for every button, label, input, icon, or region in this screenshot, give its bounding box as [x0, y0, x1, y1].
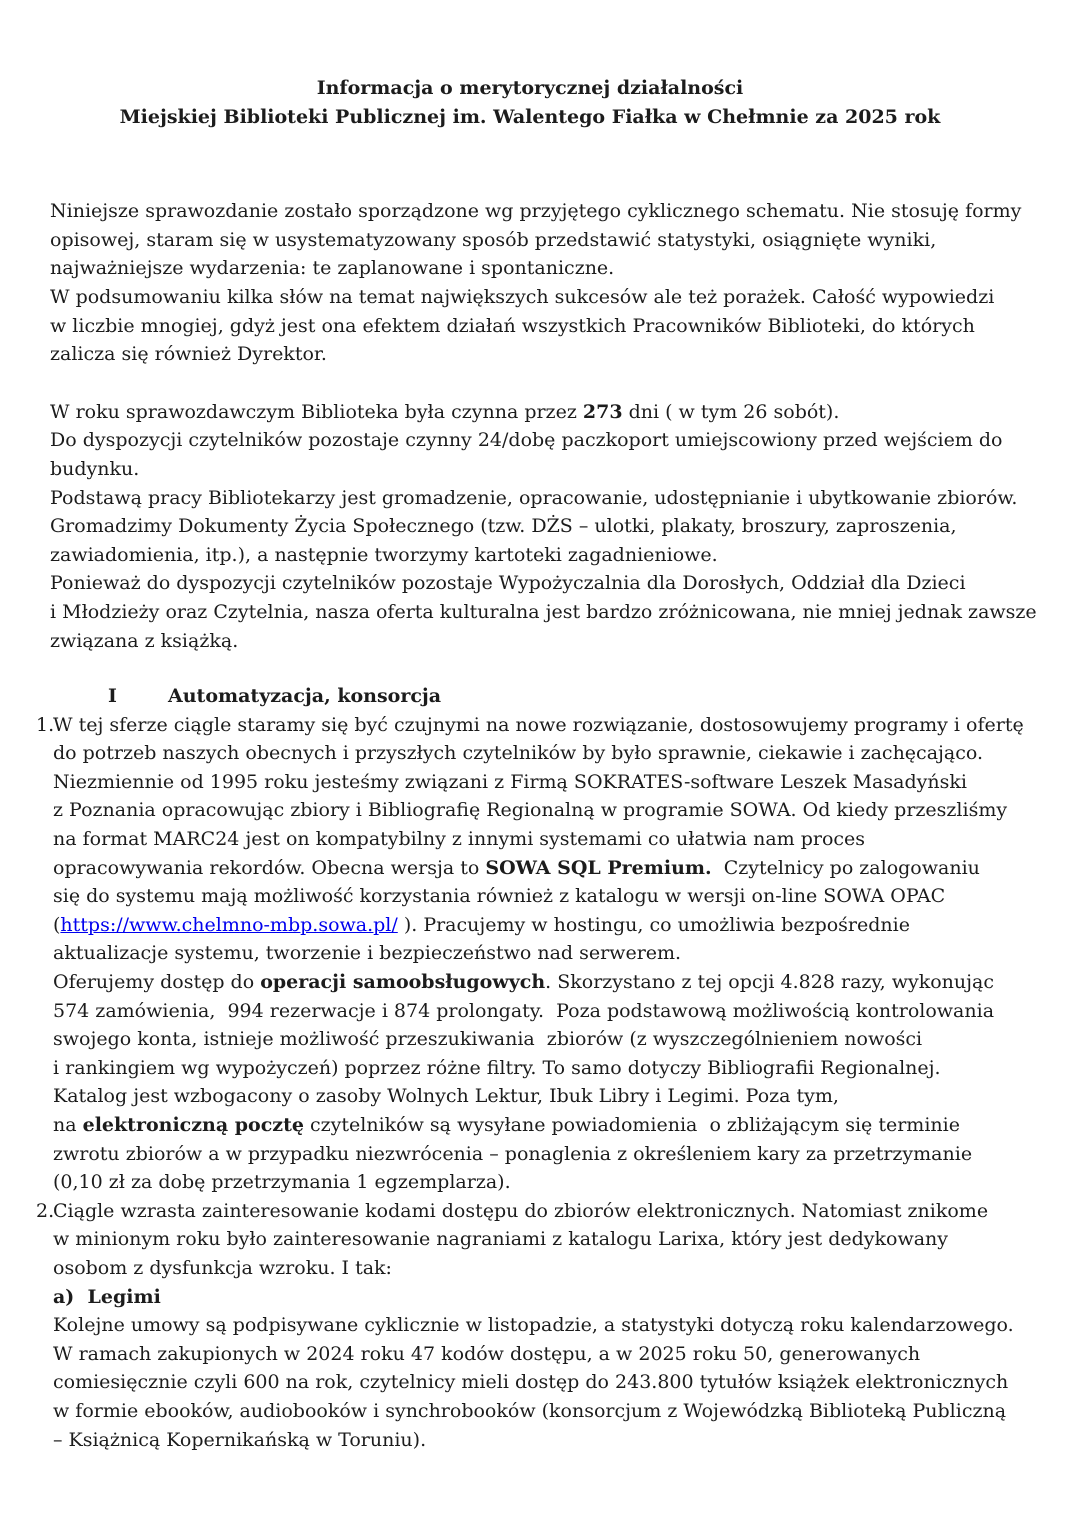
text-line [53, 1025, 1050, 1054]
text-line [53, 796, 1050, 825]
text-line [53, 825, 1050, 854]
bold-text: elektroniczną pocztę [82, 1114, 304, 1136]
text-span: najważniejsze wydarzenia: te zaplanowane i spontaniczne. [50, 257, 615, 280]
text-line [50, 226, 1050, 255]
text-span: – Książnicą Kopernikańską w Toruniu). [53, 1428, 427, 1451]
text-span: Katalog jest wzbogacony o zasoby Wolnych Lektur, Ibuk Libry i Legimi. Poza tym, [53, 1085, 839, 1108]
text-line [50, 398, 1050, 427]
vertical-spacer [50, 131, 1050, 197]
text-line [50, 197, 1050, 226]
text-span: na format MARC24 jest on kompatybilny z innymi systemami co ułatwia nam proces [53, 828, 866, 851]
text-span: Podstawą pracy Bibliotekarzy jest gromadzenie, opracowanie, udostępnianie i ubytkowanie zbiorów. [50, 486, 1018, 509]
text-span: opracowywania rekordów. Obecna wersja to [53, 856, 486, 879]
text-span: budynku. [50, 457, 140, 480]
text-span: zwrotu zbiorów a w przypadku niezwrócenia – ponaglenia z określeniem kary za przetrzymanie [53, 1142, 973, 1165]
text-span: z Poznania opracowując zbiory i Bibliografię Regionalną w programie SOWA. Od kiedy przeszliśmy [53, 799, 1008, 822]
text-span: W tej sferze ciągle staramy się być czujnymi na nowe rozwiązanie, dostosowujemy programy i ofertę [53, 713, 1024, 736]
text-span: w minionym roku było zainteresowanie nagraniami z katalogu Larixa, który jest dedykowany [53, 1228, 949, 1251]
text-span: opisowej, staram się w usystematyzowany sposób przedstawić statystyki, osiągnięte wyniki, [50, 228, 937, 251]
text-span: czytelników są wysyłane powiadomienia o zbliżającym się terminie [303, 1114, 960, 1136]
text-span: Oferujemy dostęp do [53, 971, 261, 994]
text-line [53, 882, 1050, 911]
document-title-line [50, 103, 1010, 132]
text-line [53, 1311, 1050, 1340]
text-line [53, 1168, 1050, 1197]
text-span: 574 zamówienia, 994 rezerwacje i 874 prolongaty. Poza podstawową możliwością kontrolowania [53, 999, 995, 1022]
text-span: W podsumowaniu kilka słów na temat największych sukcesów ale też porażek. Całość wypowiedzi [50, 285, 995, 308]
text-span: . Skorzystano z tej opcji 4.828 razy, wykonując [545, 971, 994, 994]
list-item [36, 1197, 1050, 1454]
text-span: Ciągle wzrasta zainteresowanie kodami dostępu do zbiorów elektronicznych. Natomiast znikome [53, 1199, 989, 1222]
text-line [53, 1283, 1050, 1312]
section-title: Automatyzacja, konsorcja [168, 685, 442, 708]
bold-text: SOWA SQL Premium. [485, 856, 712, 879]
text-line [50, 569, 1050, 598]
text-line [53, 739, 1050, 768]
text-span: Czytelnicy po zalogowaniu [711, 856, 980, 879]
text-line [36, 711, 1050, 740]
text-span: i Młodzieży oraz Czytelnia, nasza oferta kulturalna jest bardzo zróżnicowana, nie mniej jednak zawsze [50, 600, 1037, 623]
text-line [50, 340, 1050, 369]
text-span: osobom z dysfunkcja wzroku. I tak: [53, 1256, 392, 1279]
text-line [53, 768, 1050, 797]
text-span: (0,10 zł za dobę przetrzymania 1 egzemplarza). [53, 1171, 511, 1194]
bold-text: Miejskiej Biblioteki Publicznej im. Walentego Fiałka w Chełmnie za 2025 rok [119, 105, 941, 128]
text-line [50, 426, 1050, 455]
text-span: do potrzeb naszych obecnych i przyszłych czytelników by było sprawnie, ciekawie i zachęcająco. [53, 742, 984, 765]
text-span: Ponieważ do dyspozycji czytelników pozostaje Wypożyczalnia dla Dorosłych, Oddział dla Dzieci [50, 572, 966, 595]
text-line [53, 1426, 1050, 1455]
text-span: zalicza się również Dyrektor. [50, 343, 327, 366]
text-line [50, 541, 1050, 570]
vertical-spacer [50, 369, 1050, 398]
catalog-link[interactable]: https://www.chelmno-mbp.sowa.pl/ [60, 913, 398, 936]
text-line [50, 512, 1050, 541]
text-line [53, 1140, 1050, 1169]
section-heading [50, 682, 1050, 711]
list-number: 2. [36, 1199, 55, 1222]
text-span: związana z książką. [50, 629, 239, 652]
bold-text: 273 [582, 400, 623, 423]
text-span: Do dyspozycji czytelników pozostaje czynny 24/dobę paczkoport umiejscowiony przed wejściem do [50, 429, 1003, 452]
text-span: się do systemu mają możliwość korzystania również z katalogu w wersji on-line SOWA OPAC [53, 885, 946, 908]
text-line [53, 1340, 1050, 1369]
list-number: 1. [36, 713, 55, 736]
text-line [50, 484, 1050, 513]
text-line [50, 455, 1050, 484]
text-span: W roku sprawozdawczym Biblioteka była czynna przez [50, 400, 583, 423]
text-span: swojego konta, istnieje możliwość przeszukiwania zbiorów (z wyszczególnieniem nowości [53, 1028, 923, 1051]
text-span: Gromadzimy Dokumenty Życia Społecznego (tzw. DŻS – ulotki, plakaty, broszury, zaproszenia, [50, 515, 957, 538]
text-span: ). Pracujemy w hostingu, co umożliwia bezpośrednie [397, 913, 910, 936]
text-line [53, 997, 1050, 1026]
text-span: comiesięcznie czyli 600 na rok, czytelnicy mieli dostęp do 243.800 tytułów książek elektronicznych [53, 1371, 1009, 1394]
text-line [53, 911, 1050, 940]
text-span: ( [53, 913, 61, 936]
text-span: aktualizacje systemu, tworzenie i bezpieczeństwo nad serwerem. [53, 942, 682, 965]
text-span: i rankingiem wg wypożyczeń) poprzez różne filtry. To samo dotyczy Bibliografii Regionalnej. [53, 1056, 941, 1079]
text-span: na [53, 1114, 83, 1136]
text-line [53, 1054, 1050, 1083]
text-line [50, 254, 1050, 283]
text-span: Niezmiennie od 1995 roku jesteśmy związani z Firmą SOKRATES-software Leszek Masadyński [53, 770, 967, 793]
vertical-spacer [50, 655, 1050, 682]
bold-text: Informacja o merytorycznej działalności [316, 77, 744, 99]
text-span: Kolejne umowy są podpisywane cyklicznie w listopadzie, a statystyki dotyczą roku kalendarzowego. [53, 1314, 1014, 1337]
text-span: w liczbie mnogiej, gdyż jest ona efektem działań wszystkich Pracowników Biblioteki, do których [50, 314, 975, 337]
text-line [53, 1254, 1050, 1283]
text-line [53, 939, 1050, 968]
text-line [53, 1225, 1050, 1254]
text-line [50, 312, 1050, 341]
bold-text: operacji samoobsługowych [260, 971, 546, 994]
text-span: w formie ebooków, audiobooków i synchrobooków (konsorcjum z Wojewódzką Biblioteką Publiczną [53, 1399, 1007, 1422]
text-span: dni ( w tym 26 sobót). [622, 400, 840, 423]
document-title [50, 74, 1010, 131]
text-line [50, 598, 1050, 627]
text-line [53, 854, 1050, 883]
text-line [50, 283, 1050, 312]
paragraph [50, 398, 1050, 655]
bold-text: a) Legimi [53, 1285, 161, 1308]
section-number: I [108, 685, 117, 708]
text-line [53, 1111, 1050, 1140]
text-line [53, 1082, 1050, 1111]
text-span: W ramach zakupionych w 2024 roku 47 kodów dostępu, a w 2025 roku 50, generowanych [53, 1342, 921, 1365]
text-line [36, 1197, 1050, 1226]
text-line [53, 968, 1050, 997]
text-line [53, 1397, 1050, 1426]
paragraph [50, 197, 1050, 369]
text-line [53, 1368, 1050, 1397]
text-span: zawiadomienia, itp.), a następnie tworzymy kartoteki zagadnieniowe. [50, 543, 718, 566]
document-body [36, 74, 1050, 1454]
text-span: Niniejsze sprawozdanie zostało sporządzone wg przyjętego cyklicznego schematu. Nie stosuję formy [50, 200, 1022, 223]
document-title-line [50, 74, 1010, 103]
list-item [36, 711, 1050, 1197]
text-line [50, 627, 1050, 656]
